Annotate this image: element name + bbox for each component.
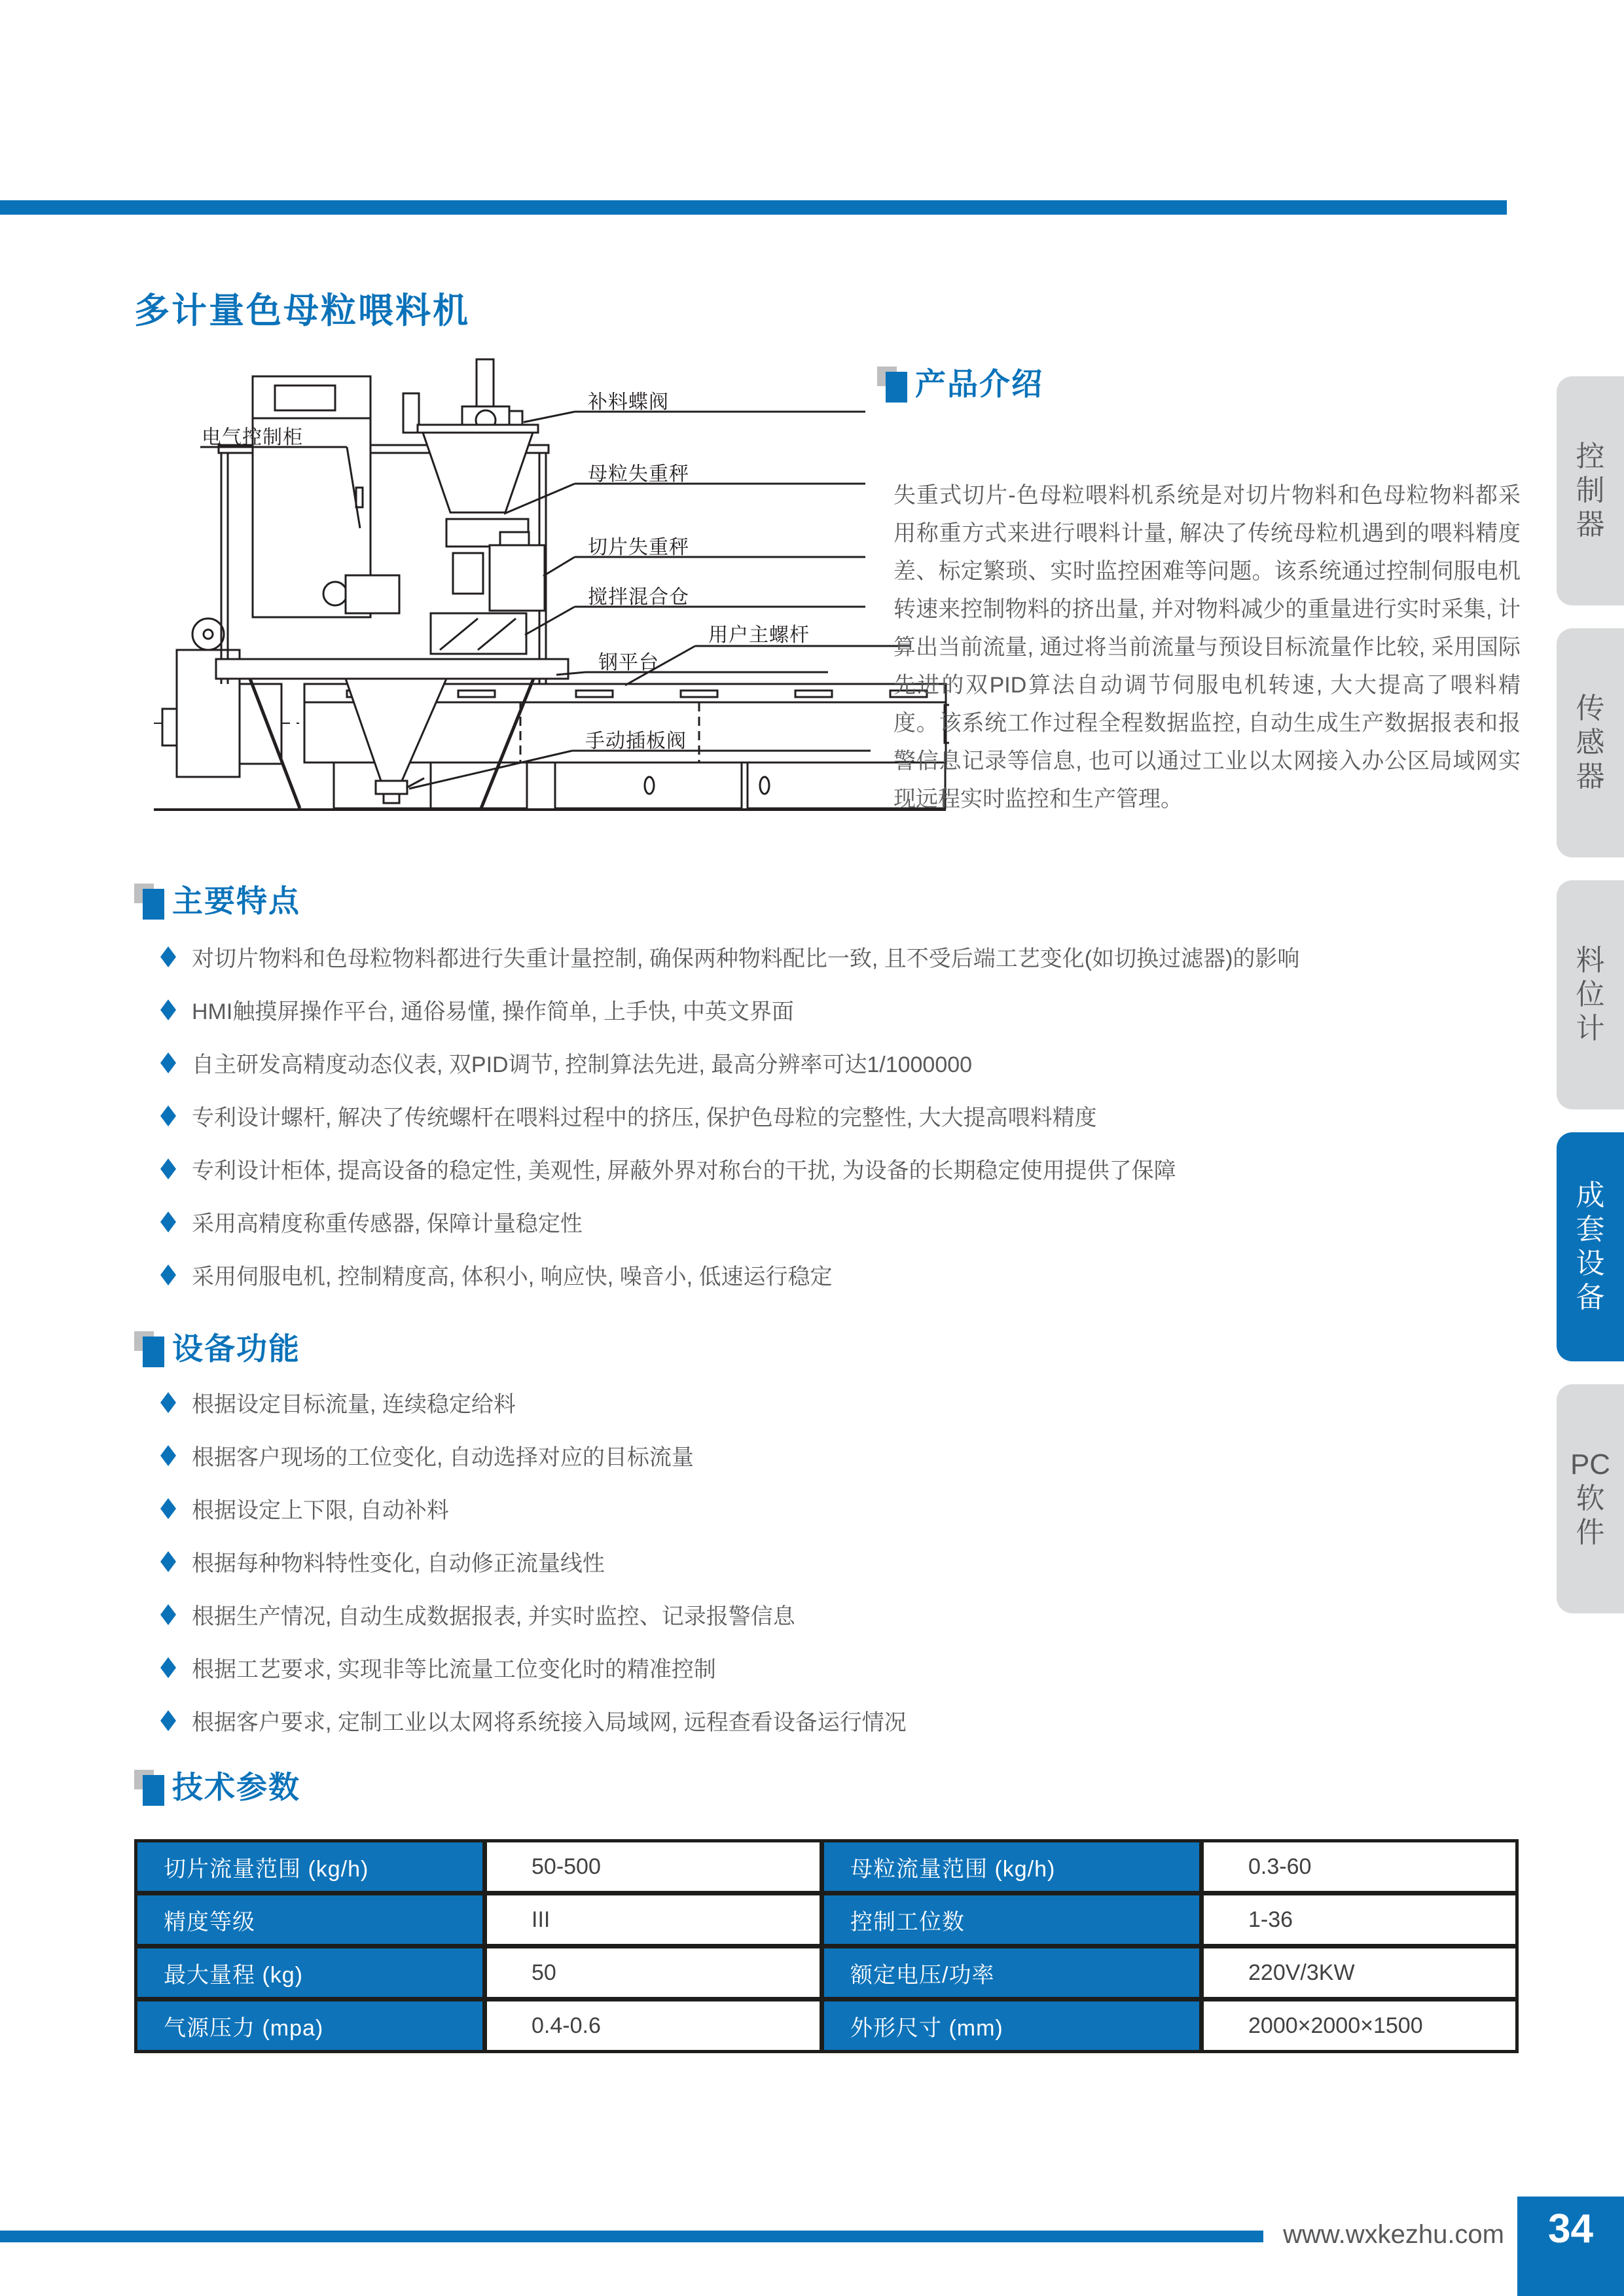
list-item: 根据设定目标流量, 连续稳定给料 (160, 1386, 516, 1418)
section-heading-functions (134, 1330, 300, 1369)
list-item: 自主研发高精度动态仪表, 双PID调节, 控制算法先进, 最高分辨率可达1/1000000 (160, 1047, 972, 1079)
page-title: 多计量色母粒喂料机 (134, 291, 470, 331)
section-heading-specs (134, 1768, 300, 1808)
diagram-label-masterbatch-scale: 母粒失重秤 (588, 463, 689, 485)
diamond-bullet-icon (160, 1551, 176, 1572)
spec-value: 220V/3KW (1204, 1948, 1515, 1997)
diagram-label-gate-valve: 手动插板阀 (585, 730, 687, 752)
spec-value: 50-500 (487, 1842, 820, 1891)
section-marker-icon (134, 882, 172, 922)
list-item: 根据客户现场的工位变化, 自动选择对应的目标流量 (160, 1439, 694, 1471)
section-heading-features (134, 882, 300, 922)
diagram-label-control-cabinet: 电气控制柜 (202, 427, 303, 448)
spec-label: 母粒流量范围 (kg/h) (824, 1842, 1199, 1891)
section-marker-icon (134, 1768, 172, 1808)
spec-value: 50 (487, 1948, 820, 1997)
list-item: 根据设定上下限, 自动补料 (160, 1492, 449, 1524)
section-title: 产品介绍 (915, 367, 1043, 401)
spec-value: 2000×2000×1500 (1204, 2001, 1515, 2050)
diamond-bullet-icon (160, 1498, 176, 1519)
diamond-bullet-icon (160, 1710, 176, 1731)
page-number: 34 (1548, 2206, 1593, 2251)
list-item: HMI触摸屏操作平台, 通俗易懂, 操作简单, 上手快, 中英文界面 (160, 994, 794, 1026)
spec-value: 0.4-0.6 (487, 2001, 820, 2050)
diagram-label-chip-scale: 切片失重秤 (588, 537, 689, 558)
section-title: 技术参数 (172, 1770, 300, 1804)
section-marker-icon (877, 365, 915, 404)
diamond-bullet-icon (160, 946, 176, 967)
diamond-bullet-icon (160, 1445, 176, 1466)
section-heading-intro (877, 365, 1043, 404)
diamond-bullet-icon (160, 1657, 176, 1678)
spec-label: 最大量程 (kg) (137, 1948, 482, 1997)
diagram-label-steel-platform: 钢平台 (598, 652, 659, 673)
diamond-bullet-icon (160, 1158, 176, 1179)
spec-label: 气源压力 (mpa) (137, 2001, 482, 2050)
intro-paragraph: 失重式切片-色母粒喂料机系统是对切片物料和色母粒物料都采用称重方式来进行喂料计量, 解决了传统母粒机遇到的喂料精度差、标定繁琐、实时监控困难等问题。该系统通过控制伺服电机转速来控制物料的挤出量, 并对物料减少的重量进行实时采集, 计算出当前流量, 通过将当前流量与预设目标流量作比较, 采用国际先进的双PID算法自动调节伺服电机转速, 大大提高了喂料精度。该系统工作过程全程数据监控, 自动生成生产数据报表和报警信息记录等信息, 也可以通过工业以太网接入办公区局域网实现远程实时监控和生产管理。 (893, 483, 1521, 812)
spec-value: 0.3-60 (1204, 1842, 1515, 1891)
list-item: 根据生产情况, 自动生成数据报表, 并实时监控、记录报警信息 (160, 1598, 795, 1630)
sidebar-tab-pc-software[interactable]: PC 软 件 (1557, 1384, 1624, 1613)
section-title: 主要特点 (172, 884, 300, 918)
list-item: 根据工艺要求, 实现非等比流量工位变化时的精准控制 (160, 1651, 716, 1683)
sidebar-tab-controllers[interactable]: 控 制 器 (1557, 376, 1624, 605)
machine-diagram (151, 357, 949, 834)
diagram-label-mixing-bin: 搅拌混合仓 (588, 586, 689, 608)
sidebar-tab-level-gauges[interactable]: 料 位 计 (1557, 880, 1624, 1109)
sidebar-tab-complete-equipment[interactable]: 成 套 设 备 (1557, 1132, 1624, 1361)
section-marker-icon (134, 1330, 172, 1369)
list-item: 对切片物料和色母粒物料都进行失重计量控制, 确保两种物料配比一致, 且不受后端工艺变化(如切换过滤器)的影响 (160, 941, 1299, 973)
diagram-label-main-screw: 用户主螺杆 (708, 624, 810, 646)
diamond-bullet-icon (160, 999, 176, 1020)
spec-label: 控制工位数 (824, 1895, 1199, 1944)
specs-table (134, 1839, 1519, 2053)
list-item: 根据每种物料特性变化, 自动修正流量线性 (160, 1545, 605, 1577)
list-item: 根据客户要求, 定制工业以太网将系统接入局域网, 远程查看设备运行情况 (160, 1704, 907, 1736)
list-item: 采用伺服电机, 控制精度高, 体积小, 响应快, 噪音小, 低速运行稳定 (160, 1259, 832, 1291)
list-item: 专利设计螺杆, 解决了传统螺杆在喂料过程中的挤压, 保护色母粒的完整性, 大大提高喂料精度 (160, 1100, 1097, 1132)
diamond-bullet-icon (160, 1265, 176, 1285)
spec-value: III (487, 1895, 820, 1944)
list-item: 采用高精度称重传感器, 保障计量稳定性 (160, 1206, 583, 1238)
spec-label: 精度等级 (137, 1895, 482, 1944)
diamond-bullet-icon (160, 1392, 176, 1413)
spec-label: 外形尺寸 (mm) (824, 2001, 1199, 2050)
spec-label: 额定电压/功率 (824, 1948, 1199, 1997)
header-accent-bar (0, 200, 1507, 215)
list-item: 专利设计柜体, 提高设备的稳定性, 美观性, 屏蔽外界对称台的干扰, 为设备的长期稳定使用提供了保障 (160, 1153, 1176, 1185)
diagram-label-refill-valve: 补料蝶阀 (588, 391, 669, 413)
spec-value: 1-36 (1204, 1895, 1515, 1944)
spec-label: 切片流量范围 (kg/h) (137, 1842, 482, 1891)
diamond-bullet-icon (160, 1105, 176, 1126)
diamond-bullet-icon (160, 1604, 176, 1625)
diamond-bullet-icon (160, 1211, 176, 1232)
footer-accent-line (0, 2231, 1263, 2242)
page-number-box (1517, 2197, 1624, 2296)
sidebar-tab-sensors[interactable]: 传 感 器 (1557, 628, 1624, 857)
diamond-bullet-icon (160, 1052, 176, 1073)
footer-website: www.wxkezhu.com (1283, 2220, 1504, 2249)
section-title: 设备功能 (172, 1331, 300, 1366)
